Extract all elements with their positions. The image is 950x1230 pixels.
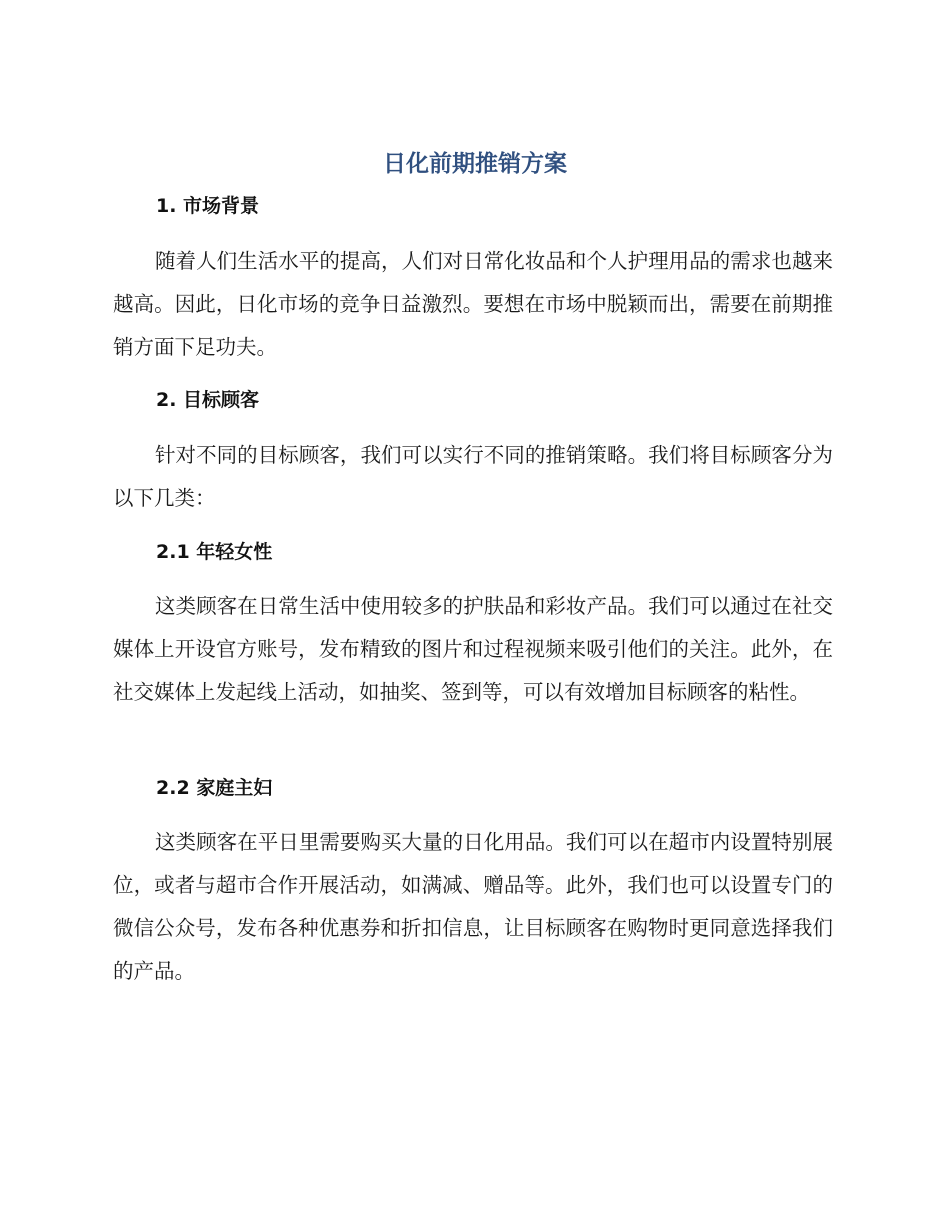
section-body-target-customers: 针对不同的目标顾客，我们可以实行不同的推销策略。我们将目标顾客分为以下几类： — [113, 443, 833, 510]
section-heading-housewives: 2.2 家庭主妇 — [156, 777, 273, 799]
section-heading-target-customers: 2. 目标顾客 — [156, 389, 260, 411]
section-heading-young-women: 2.1 年轻女性 — [156, 541, 273, 563]
document-title: 日化前期推销方案 — [383, 151, 567, 177]
section-body-housewives: 这类顾客在平日里需要购买大量的日化用品。我们可以在超市内设置特别展位，或者与超市合作开展活动，如满减、赠品等。此外，我们也可以设置专门的微信公众号，发布各种优惠券和折扣信息，让目标顾客在购物时更同意选择我们的产品。 — [113, 830, 833, 983]
section-body-young-women: 这类顾客在日常生活中使用较多的护肤品和彩妆产品。我们可以通过在社交媒体上开设官方账号，发布精致的图片和过程视频来吸引他们的关注。此外，在社交媒体上发起线上活动，如抽奖、签到等，可以有效增加目标顾客的粘性。 — [113, 594, 833, 704]
section-body-market-background: 随着人们生活水平的提高，人们对日常化妆品和个人护理用品的需求也越来越高。因此，日化市场的竞争日益激烈。要想在市场中脱颖而出，需要在前期推销方面下足功夫。 — [113, 249, 833, 359]
section-heading-market-background: 1. 市场背景 — [156, 195, 260, 217]
